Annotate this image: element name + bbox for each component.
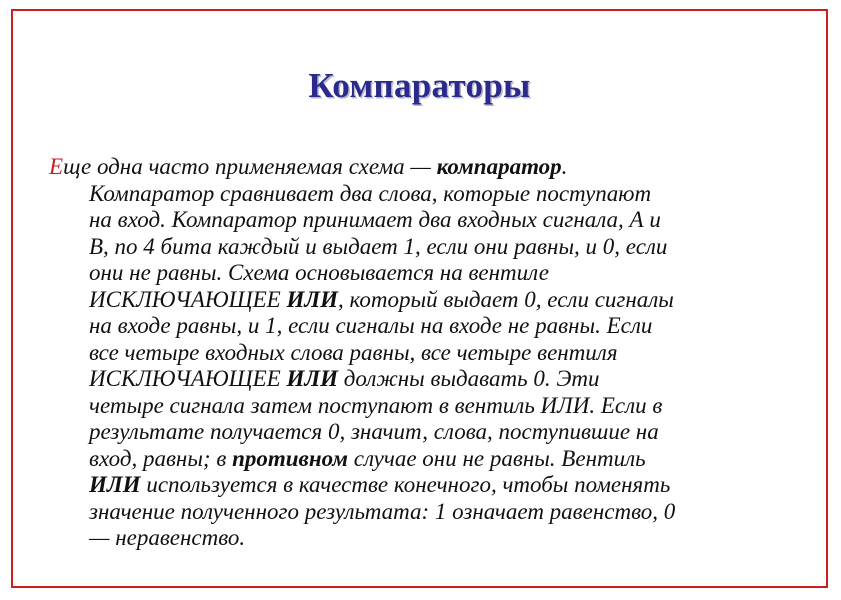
text-span: В, по 4 бита каждый и выдает 1, если они равны, и 0, если — [89, 233, 668, 259]
text-span: ИСКЛЮЧАЮЩЕЕ — [89, 366, 287, 391]
text-line — [49, 287, 819, 314]
emphasized-text: компаратор — [436, 154, 562, 179]
initial-letter: Е — [49, 154, 64, 179]
slide-frame — [11, 9, 828, 588]
text-span: . — [561, 154, 568, 179]
text-span: должны выдавать 0. Эти — [338, 366, 600, 391]
text-span: — неравенство. — [89, 525, 246, 550]
text-line — [49, 313, 819, 340]
text-line — [49, 472, 819, 499]
text-span: все четыре входных слова равны, все четыре вентиля — [89, 339, 618, 365]
text-line — [49, 340, 819, 367]
text-span: , который выдает 0, если сигналы — [338, 286, 674, 312]
text-line — [49, 234, 819, 261]
text-span: Компаратор сравнивает два слова, которые поступают — [89, 180, 652, 206]
text-span: на входе равны, и 1, если сигналы на входе не равны. Если — [89, 313, 653, 338]
body-paragraph — [49, 154, 819, 552]
text-line — [49, 207, 819, 234]
text-span: случае они не равны. Вентиль — [347, 445, 646, 471]
text-span: на вход. Компаратор принимает два входных сигнала, А и — [89, 207, 661, 232]
text-line — [49, 181, 819, 208]
text-span: используется в качестве конечного, чтобы поменять — [140, 472, 671, 497]
emphasized-text: ИЛИ — [89, 472, 141, 497]
text-line — [49, 393, 819, 420]
text-span: ще одна часто применяемая схема — — [63, 154, 437, 179]
slide-title: Компараторы — [308, 66, 531, 105]
text-span: ИСКЛЮЧАЮЩЕЕ — [89, 286, 287, 312]
text-line — [49, 419, 819, 446]
emphasized-text: ИЛИ — [286, 286, 339, 312]
text-span: значение полученного результата: 1 означает равенство, 0 — [89, 498, 676, 524]
text-line — [49, 446, 819, 473]
text-line — [49, 154, 819, 181]
text-line — [49, 525, 819, 552]
emphasized-text: ИЛИ — [286, 366, 339, 391]
text-span: четыре сигнала затем поступают в вентиль ИЛИ. Если в — [89, 392, 663, 418]
text-span: вход, равны; в — [89, 445, 233, 471]
text-span: результате получается 0, значит, слова, поступившие на — [89, 419, 659, 444]
text-line — [49, 499, 819, 526]
text-line — [49, 366, 819, 393]
text-line — [49, 260, 819, 287]
text-span: они не равны. Схема основывается на вентиле — [89, 260, 549, 285]
emphasized-text: противном — [232, 445, 348, 471]
